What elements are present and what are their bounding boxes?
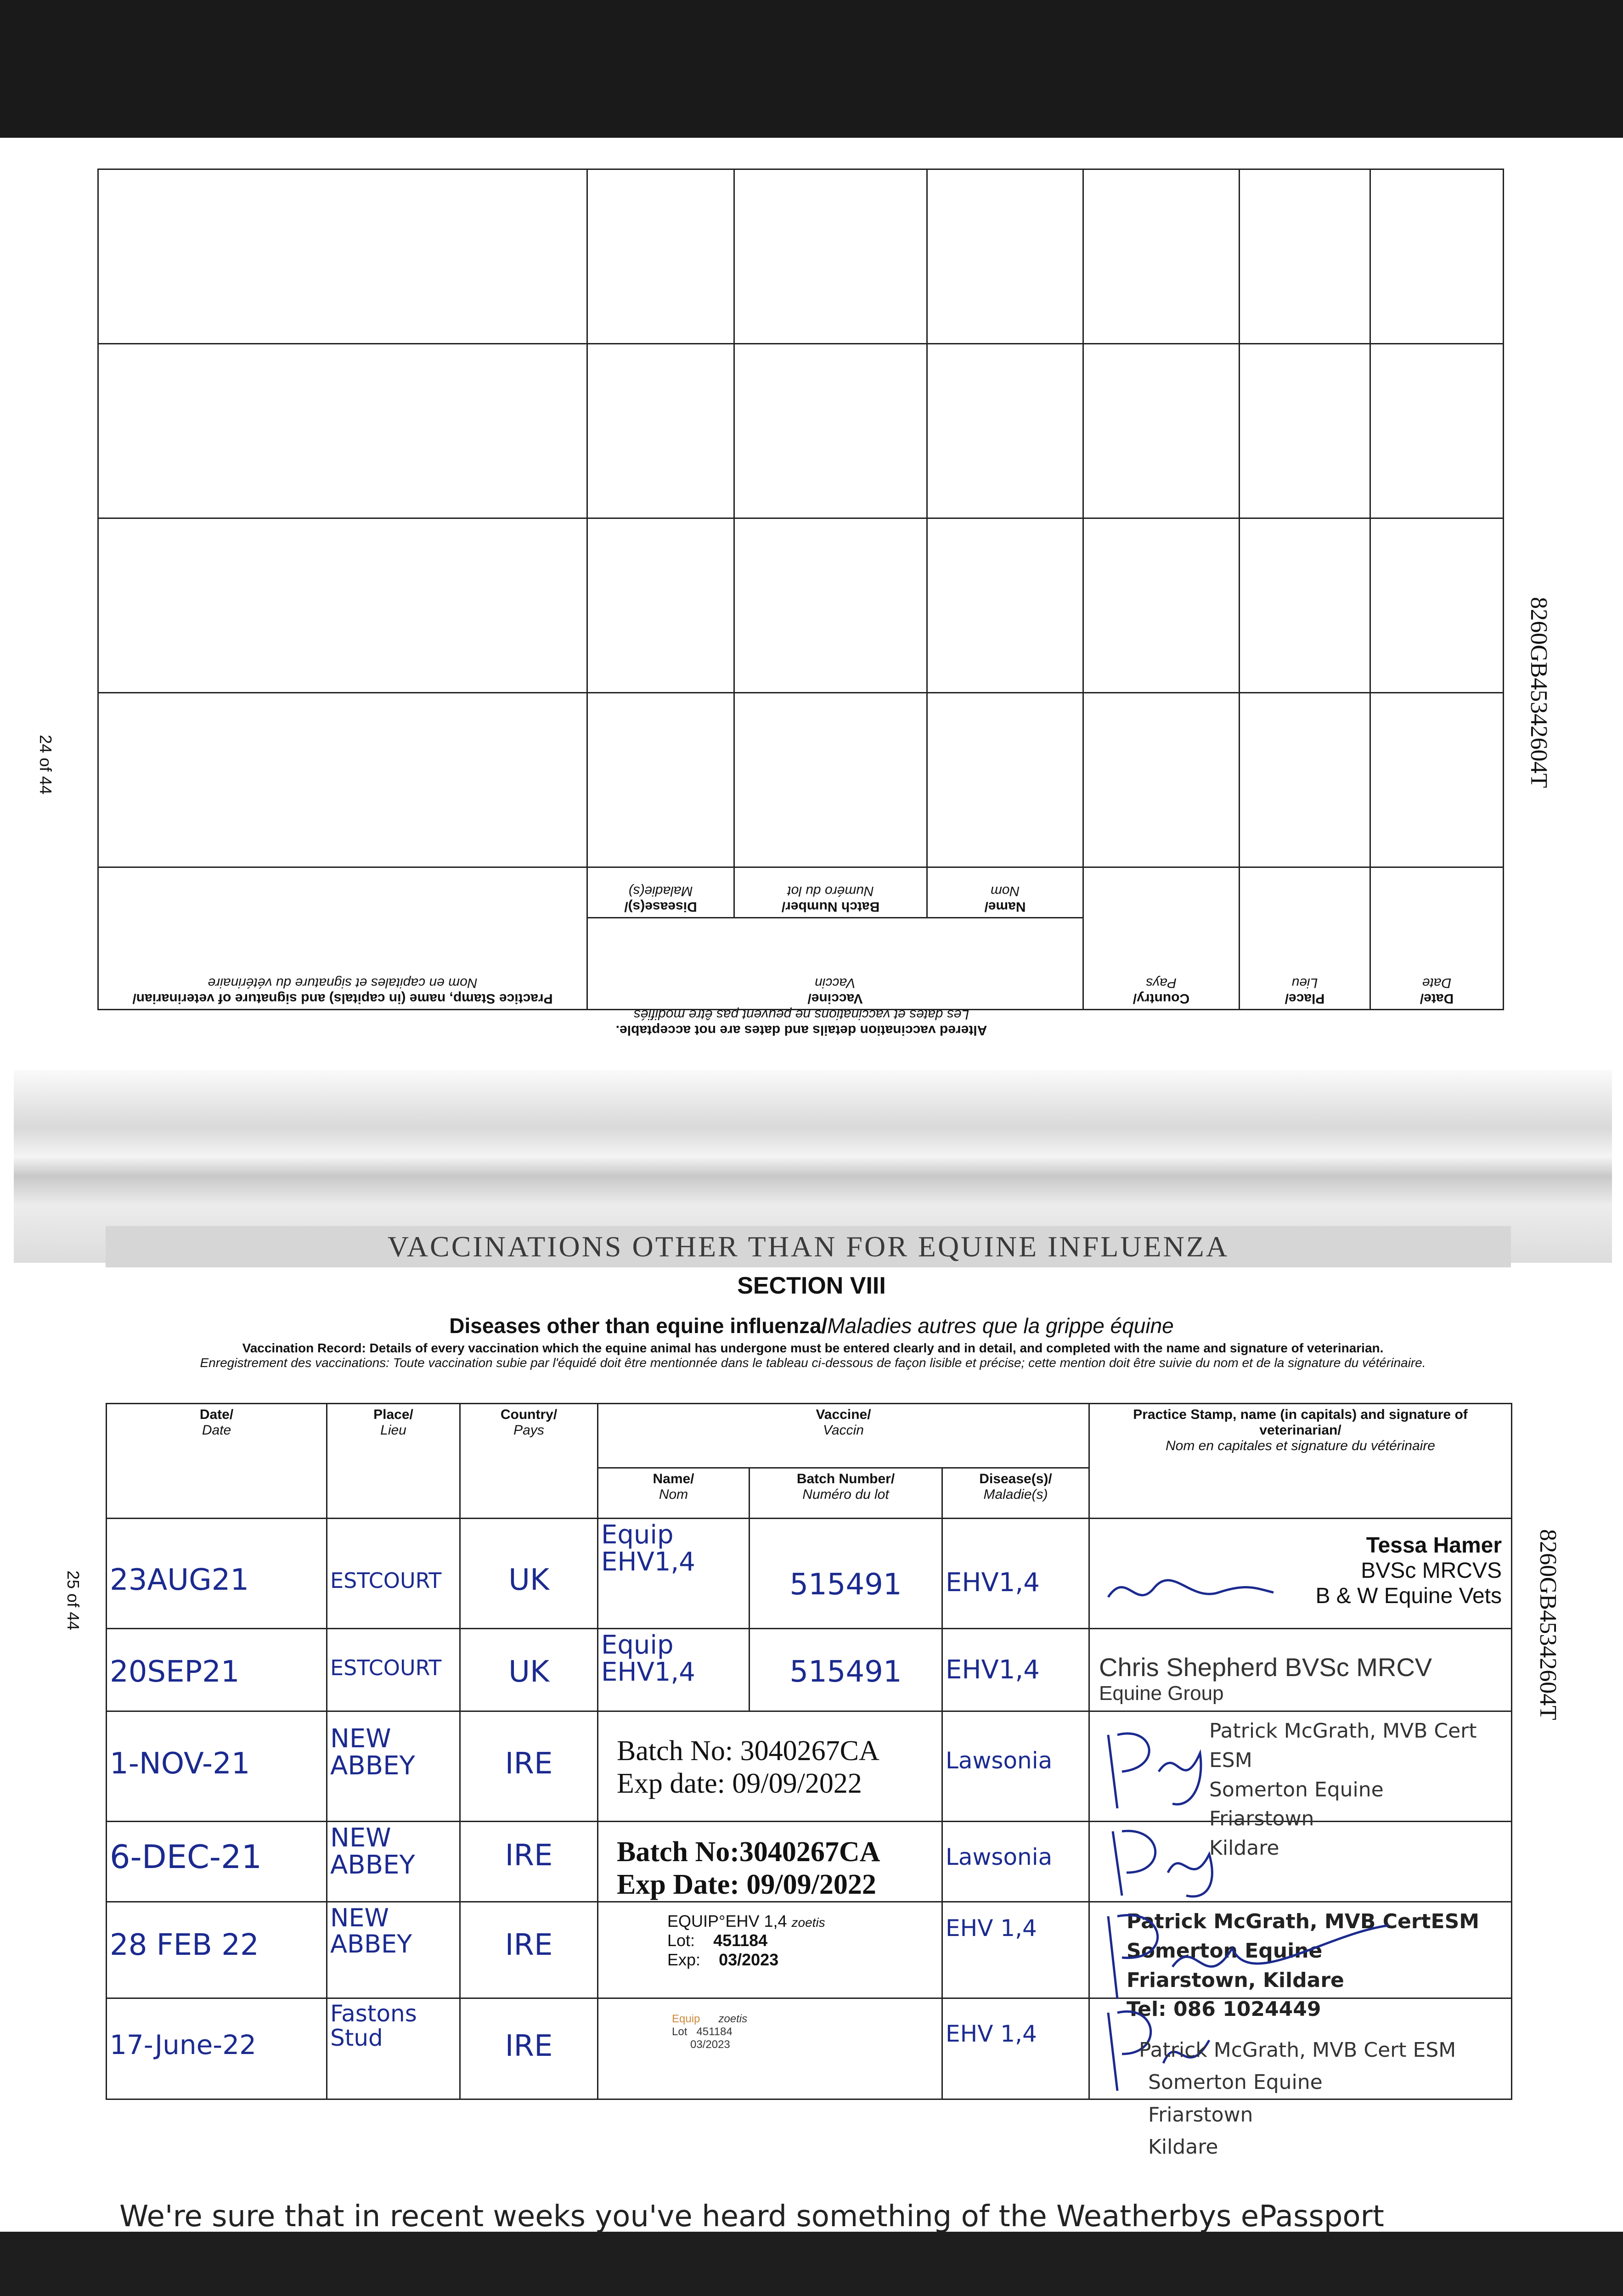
row1-date: 23AUG21 <box>107 1519 327 1629</box>
row4-batch-value2: 09/09/2022 <box>746 1869 876 1900</box>
row5-stamp-line1: Patrick McGrath, MVB CertESM <box>1127 1910 1480 1933</box>
upper-vaccination-table <box>99 211 1504 1038</box>
row1-country: UK <box>460 1519 598 1629</box>
row5-vaccine-label: EQUIP°EHV 1,4 zoetis Lot: 451184 Exp: 03/2023 <box>598 1902 942 1998</box>
table-row <box>98 693 1504 867</box>
subtitle-bold: Diseases other than equine influenza/ <box>449 1314 828 1338</box>
row6-label-maker: zoetis <box>718 2013 748 2025</box>
row4-date: 6-DEC-21 <box>107 1822 327 1902</box>
row6-lot: 451184 <box>696 2026 733 2038</box>
row6-vaccine-label <box>598 1998 942 2099</box>
table-row <box>98 518 1504 693</box>
header-place: Place/ Lieu <box>327 1404 460 1519</box>
row5-stamp-line3: Friarstown, Kildare <box>1127 1968 1344 1992</box>
row5-disease: EHV 1,4 <box>942 1902 1089 1998</box>
row2-place: ESTCOURT <box>327 1629 460 1711</box>
row3-stamp-line1: Patrick McGrath, MVB Cert ESM <box>1209 1719 1477 1772</box>
table-row <box>98 169 1504 344</box>
lower-passport-id: 8260GB45342604T <box>1535 1529 1561 1720</box>
upper-warning-bold: Altered vaccination details and dates are not acceptable. <box>615 1023 987 1038</box>
row5-label-product: EHV 1,4 <box>725 1912 787 1930</box>
row4-batch-label2: Exp Date: <box>617 1869 739 1900</box>
row3-signature <box>1099 1716 1218 1818</box>
row3-batch-label <box>598 1711 942 1822</box>
table-row <box>107 1629 1512 1711</box>
row5-lot: 451184 <box>713 1931 768 1950</box>
lower-vaccination-table <box>106 1403 1512 2100</box>
record-en: Vaccination Record: Details of every vaccination which the equine animal has undergone must be entered clearly and in detail, and completed with the name and signature of veterinarian. <box>242 1341 1384 1355</box>
row5-label-brand: EQUIP <box>667 1912 719 1930</box>
row1-stamp-line1: Tessa Hamer <box>1366 1533 1502 1558</box>
row2-batch: 515491 <box>750 1629 942 1711</box>
row4-place: NEW ABBEY <box>327 1822 460 1902</box>
record-fr: Enregistrement des vaccinations: Toute vaccination subie par l'équidé doit être mentionnée dans le tableau ci-dessous de façon lisible et précise; cette mention doit être suivie du nom et de la signature du vétérinaire. <box>200 1356 1426 1370</box>
upper-header-date: Date/ Date <box>1370 867 1504 1010</box>
row1-place: ESTCOURT <box>327 1519 460 1629</box>
upper-header-name: Name/ Nom <box>927 867 1083 918</box>
row5-lot-label: Lot: <box>667 1931 695 1950</box>
upper-header-country: Country/ Pays <box>1083 867 1240 1010</box>
upper-grid <box>97 169 1504 1010</box>
row3-disease: Lawsonia <box>942 1711 1089 1822</box>
upper-page <box>0 138 1623 1125</box>
row5-country: IRE <box>460 1902 598 1998</box>
row4-batch-label <box>598 1822 942 1902</box>
row2-disease: EHV1,4 <box>942 1629 1089 1711</box>
row3-place: NEW ABBEY <box>327 1711 460 1822</box>
table-row <box>107 1519 1512 1629</box>
row3-batch-label1: Batch No: <box>617 1735 733 1767</box>
row6-stamp-line4: Kildare <box>1148 2135 1218 2159</box>
row2-stamp-line2: Equine Group <box>1099 1682 1224 1705</box>
row3-stamp-line4: Kildare <box>1209 1836 1279 1860</box>
row4-country: IRE <box>460 1822 598 1902</box>
header-stamp: Practice Stamp, name (in capitals) and signature of veterinarian/ Nom en capitales et signature du vétérinaire <box>1089 1404 1512 1519</box>
row5-date: 28 FEB 22 <box>107 1902 327 1998</box>
header-vaccine: Vaccine/ Vaccin <box>598 1404 1089 1468</box>
row1-disease: EHV1,4 <box>942 1519 1089 1629</box>
row1-signature <box>1099 1560 1283 1615</box>
table-row <box>107 1822 1512 1902</box>
row2-stamp <box>1089 1629 1512 1711</box>
row5-stamp-line2: Somerton Equine <box>1127 1939 1323 1963</box>
row6-disease: EHV 1,4 <box>942 1998 1089 2099</box>
row1-stamp-line2: BVSc MRCVS <box>1361 1559 1502 1583</box>
record-instructions <box>110 1341 1516 1370</box>
row6-place: Fastons Stud <box>327 1998 460 2099</box>
row4-batch-label1: Batch No: <box>617 1836 739 1868</box>
row4-batch-value1: 3040267CA <box>739 1836 880 1868</box>
row3-country: IRE <box>460 1711 598 1822</box>
row5-stamp <box>1089 1902 1512 2021</box>
row4-signature <box>1099 1822 1292 1900</box>
row6-lot-label: Lot <box>672 2026 688 2038</box>
row5-exp: 03/2023 <box>719 1950 779 1969</box>
scan-bottom-bar <box>0 2232 1623 2296</box>
subtitle-italic: Maladies autres que la grippe équine <box>827 1314 1174 1338</box>
row6-exp: 03/2023 <box>690 2038 730 2051</box>
row1-stamp <box>1089 1519 1512 1629</box>
section-title: SECTION VIII <box>737 1272 886 1299</box>
row2-name: Equip EHV1,4 <box>598 1629 750 1711</box>
row6-stamp-line3: Friarstown <box>1148 2103 1253 2127</box>
row5-place: NEW ABBEY <box>327 1902 460 1998</box>
header-name: Name/ Nom <box>598 1468 750 1519</box>
row3-batch-value2: 09/09/2022 <box>732 1768 862 1799</box>
upper-page-number: 24 of 44 <box>36 735 55 795</box>
row2-date: 20SEP21 <box>107 1629 327 1711</box>
lower-banner: VACCINATIONS OTHER THAN FOR EQUINE INFLUENZA <box>106 1226 1511 1267</box>
table-row <box>98 344 1504 518</box>
row6-stamp-text <box>1139 2034 1456 2164</box>
table-row <box>107 1711 1512 1822</box>
upper-header-vaccine: Vaccine/ Vaccin <box>587 918 1083 1010</box>
row5-signature <box>1094 1907 1416 2008</box>
header-date: Date/ Date <box>107 1404 327 1519</box>
row5-stamp-line4: Tel: 086 1024449 <box>1127 1998 1321 2021</box>
row6-stamp-line2: Somerton Equine <box>1148 2071 1323 2094</box>
row4-disease: Lawsonia <box>942 1822 1089 1902</box>
row6-label-brand: Equip <box>672 2013 700 2025</box>
upper-header-place: Place/ Lieu <box>1240 867 1370 1010</box>
lower-page-number: 25 of 44 <box>64 1570 83 1631</box>
upper-header-disease: Disease(s)/ Maladie(s) <box>587 867 734 918</box>
row1-batch: 515491 <box>750 1519 942 1629</box>
row2-country: UK <box>460 1629 598 1711</box>
scan-top-bar <box>0 0 1623 138</box>
row3-batch-value1: 3040267CA <box>740 1735 879 1767</box>
header-country: Country/ Pays <box>460 1404 598 1519</box>
row6-stamp-line1: Patrick McGrath, MVB Cert ESM <box>1139 2038 1456 2062</box>
upper-warning-italic: Les dates et vaccinations ne peuvent pas être modifiés <box>633 1007 969 1022</box>
upper-header-batch: Batch Number/ Numéro du lot <box>734 867 927 918</box>
row3-batch-label2: Exp date: <box>617 1768 725 1799</box>
row1-name: Equip EHV1,4 <box>598 1519 750 1629</box>
footer-text: We're sure that in recent weeks you've heard something of the Weatherbys ePassport <box>119 2200 1384 2232</box>
row5-label-maker: zoetis <box>791 1915 825 1930</box>
row3-stamp-line2: Somerton Equine <box>1209 1778 1384 1801</box>
row5-exp-label: Exp: <box>667 1950 701 1969</box>
row3-stamp <box>1089 1711 1512 1860</box>
table-row <box>107 1902 1512 1998</box>
section-subtitle <box>0 1313 1623 1338</box>
row6-country: IRE <box>460 1998 598 2099</box>
row1-stamp-line3: B & W Equine Vets <box>1315 1584 1502 1608</box>
header-batch: Batch Number/ Numéro du lot <box>750 1468 942 1519</box>
header-disease: Disease(s)/ Maladie(s) <box>942 1468 1089 1519</box>
row6-date: 17-June-22 <box>107 1998 327 2099</box>
row3-date: 1-NOV-21 <box>107 1711 327 1822</box>
row2-stamp-line1: Chris Shepherd BVSc MRCV <box>1099 1653 1432 1682</box>
row3-stamp-line3: Friarstown <box>1209 1807 1314 1831</box>
upper-passport-id: 8260GB45342604T <box>1526 597 1552 788</box>
upper-header-stamp: Practice Stamp, name (in capitals) and signature of veterinarian/ Nom en capitales et signature du vétérinaire <box>98 867 587 1010</box>
row4-stamp <box>1089 1822 1512 1902</box>
